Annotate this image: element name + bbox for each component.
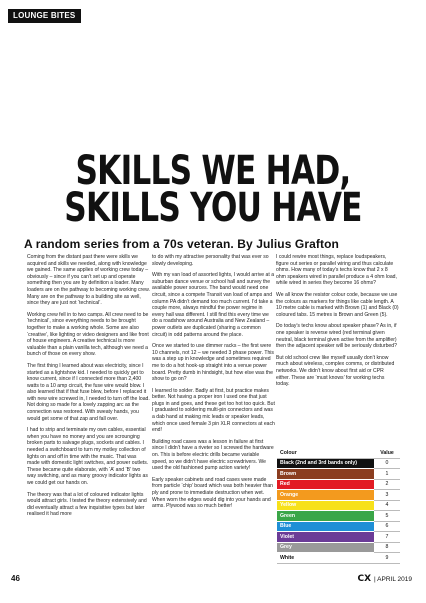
- table-row: [277, 542, 400, 553]
- cx-logo: CX: [357, 574, 372, 584]
- paragraph: We all know the resistor colour code, because we use the colours as markers for things like cable length. A 10 metre cable is marked with Brown (1) and Black (0) coloured tabs. 15 metres is Brown and Green (5).: [276, 291, 399, 318]
- colour-name-cell: Yellow: [277, 500, 374, 511]
- colour-value-cell: 7: [374, 532, 400, 543]
- colour-name-cell: Violet: [277, 532, 374, 543]
- table-row: [277, 469, 400, 480]
- colour-value-cell: 0: [374, 458, 400, 469]
- paragraph: I learned to solder. Badly at first, but practice makes better. Not having a proper iron I used one that just plugs in and goes, and these get too hot too quick. But I graduated to soldering multi-pin connectors and was a dab hand at making mic leads or speaker leads, which once used female 3 pin XLR connectors at each end!: [152, 387, 275, 434]
- section-tag: LOUNGE BITES: [8, 9, 81, 23]
- colour-name-cell: Grey: [277, 542, 374, 553]
- colour-value-cell: 6: [374, 521, 400, 532]
- table-row: [277, 511, 400, 522]
- table-row: [277, 553, 400, 564]
- colour-name-cell: Red: [277, 479, 374, 490]
- paragraph: Coming from the distant past there were skills we acquired and skills we needed, along with knowledge we gained. The same applies of working crew today – obviously – since if you can’t set up and operate something then you are by definition a loader. Many loaders are on the pathway to becoming working crew. Many are on the pathway to a building site as well, since they are just not ‘technical’.: [27, 254, 150, 307]
- table-row: [277, 500, 400, 511]
- paragraph: I could rewire most things, replace loudspeakers, figure out series or parallel wiring and thus calculate ohms. How many of today’s techs know that 2 x 8 ohm speakers wired in parallel produce a 4 ohm load, while wired in series they become 16 ohms?: [276, 254, 397, 287]
- paragraph: Early speaker cabinets and road cases were made from particle ‘chip’ board which was both heavier than ply and prone to immediate destruction when wet. When worn the edges would dig into your hands and arms. Plywood was so much better!: [152, 476, 273, 510]
- colour-value-cell: 4: [374, 500, 400, 511]
- colour-name-cell: Green: [277, 511, 374, 522]
- article-column-3: [276, 254, 399, 393]
- table-header-row: [277, 448, 400, 458]
- page-number: 46: [11, 574, 20, 583]
- table-row: [277, 521, 400, 532]
- colour-value-cell: 9: [374, 553, 400, 564]
- headline-line-2: SKILLS YOU HAVE: [64, 185, 362, 231]
- table-row: [277, 458, 400, 469]
- paragraph: The theory was that a lot of coloured indicator lights would attract girls. I tested the theory extensively and did eventually attract a few inquisitive types but later realised it had more: [27, 491, 147, 518]
- article-column-1: [27, 254, 150, 523]
- colour-value-cell: 3: [374, 490, 400, 501]
- value-header: Value: [374, 448, 400, 458]
- colour-header: Colour: [277, 448, 374, 458]
- article-column-2: [152, 254, 275, 515]
- colour-value-cell: 5: [374, 511, 400, 522]
- headline-line-1: SKILLS WE HAD,: [75, 148, 351, 194]
- colour-name-cell: Brown: [277, 469, 374, 480]
- footer-issue: [358, 574, 413, 584]
- paragraph: Once we started to use dimmer racks – the first were 10 channels, not 12 – we needed 3 phase power. This was a step up in knowledge and sometimes required me to do a hot hook-up straight into a venue power board. Pretty dumb in hindsight, but how else was the show to go on?: [152, 343, 274, 383]
- paragraph: With my van load of assorted lights, I would arrive at a suburban dance venue or school hall and survey the available power sources. The band would need one circuit, since a compete Transit van load of amps and column PA didn’t demand too much current. I’d take a couple more, always mindful the power regime in every hall was different. I still find this every time we do a roadshow around Australia and New Zealand – power outlets are duplicated (sharing a common circuit) in odd patterns around the place.: [152, 272, 275, 338]
- colour-name-cell: Orange: [277, 490, 374, 501]
- table-row: [277, 532, 400, 543]
- colour-value-cell: 8: [374, 542, 400, 553]
- colour-value-cell: 2: [374, 479, 400, 490]
- colour-name-cell: Blue: [277, 521, 374, 532]
- colour-name-cell: Black (2nd and 3rd bands only): [277, 458, 374, 469]
- paragraph: I had to strip and terminate my own cables, essential when you have no money and you are scrounging broken parts to salvage plugs, sockets and cables. I needed a switchboard to turn my motley collection of lights on and off in time with the music. That was made with domestic light switches, and power outlets. These became quite elaborate, with ‘A’ and ‘B’ two way switching, and as many groovy indicator lights as we could get our hands on.: [27, 427, 149, 486]
- paragraph: Working crew fell in to two camps. All crew need to be ‘technical’, since everything needs to be brought together to make a working whole. Some are also ‘creative’, like lighting or video designers and like front of house engineers. A creative technical is more valuable than a plain vanilla tech, although we need a bunch of those on every show.: [27, 311, 149, 358]
- colour-name-cell: White: [277, 553, 374, 564]
- paragraph: But old school crew like myself usually don’t know much about wireless, complex comms, or distributed networks. We didn’t know about first aid or CPR either. These are ‘must knows’ for working techs today.: [276, 354, 395, 388]
- resistor-colour-table: [277, 448, 400, 564]
- paragraph: The first thing I learned about was electricity, since I started as a lightshow kid. I needed to quickly get to know current, since if I connected more than 2,400 watts to a 10 amp circuit, the fuse wire would blow. I also learned that if that fuse blew, before I replaced it with new wire screwed in, I needed to turn off the load. Not doing so made for a lovely zapping arc as the connection was restored. With sweaty hands, you would get some of that zap and fall over.: [27, 362, 150, 422]
- paragraph: Do today’s techs know about speaker phase? As in, if one speaker is reverse wired (red terminal given neutral, black terminal given active from the amplifier) then the adjacent speaker will be seriously disturbed?: [276, 323, 397, 350]
- paragraph: Building road cases was a lesson in failure at first since I didn’t have a riveter so I screwed the hardware on. This is before electric drills became variable speed, so we didn’t have electric screwdrivers. We used the old fashioned pump action variety!: [152, 438, 274, 472]
- table-row: [277, 479, 400, 490]
- article-subtitle: A random series from a 70s veteran. By Julius Grafton: [24, 237, 339, 251]
- issue-date: | APRIL 2019: [374, 575, 412, 583]
- table-row: [277, 490, 400, 501]
- paragraph: to do with my attractive personality that was ever so slowly developing.: [152, 254, 269, 267]
- colour-value-cell: 1: [374, 469, 400, 480]
